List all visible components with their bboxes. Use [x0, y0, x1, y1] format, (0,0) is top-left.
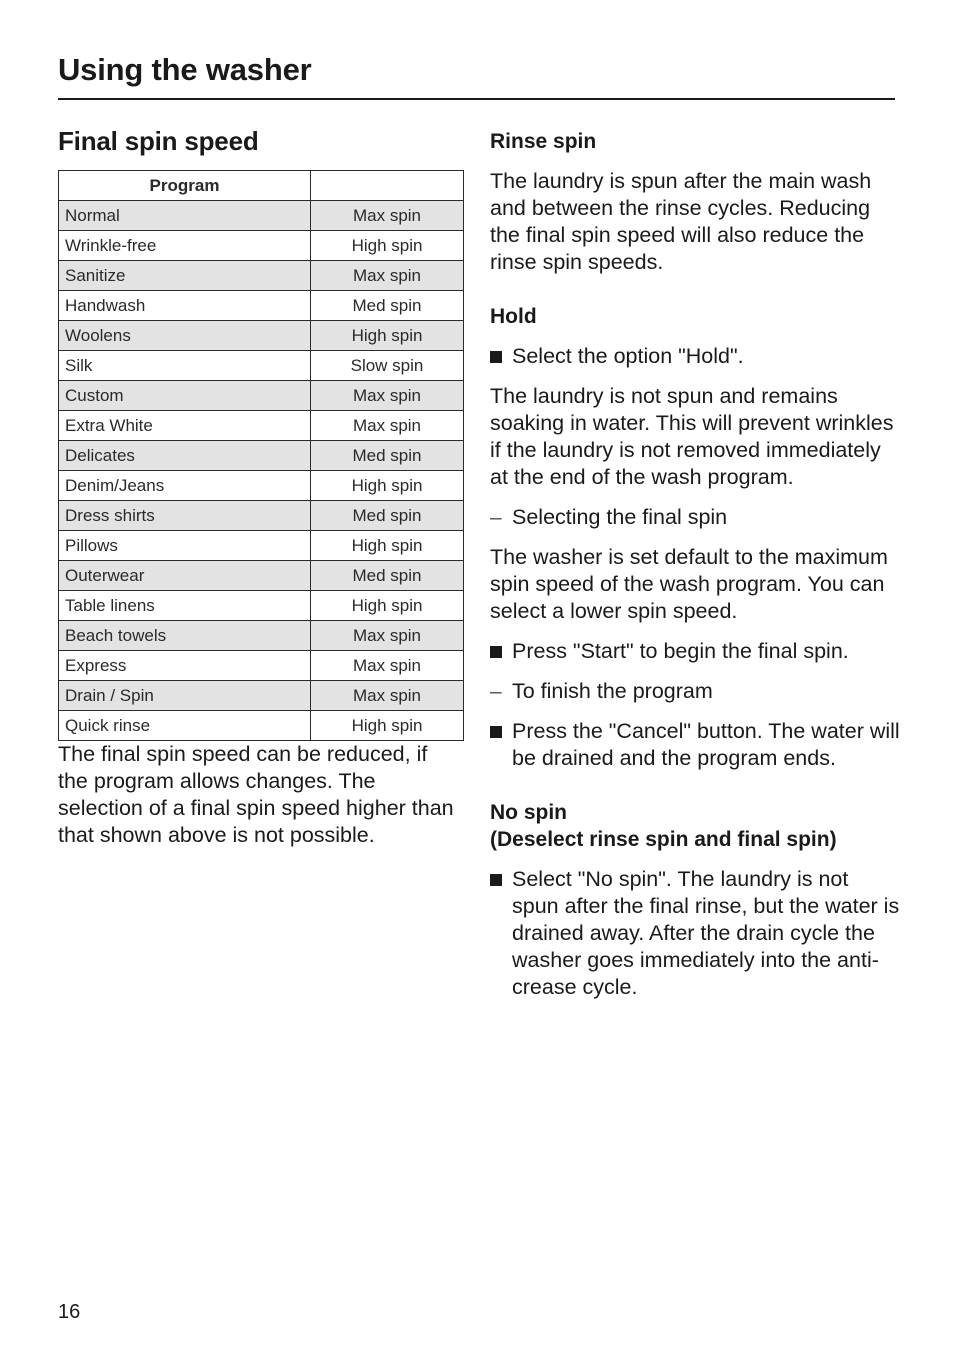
final-spin-note: The final spin speed can be reduced, if the program allows changes. The selection of a final spin speed higher than that shown above is not possible.	[58, 742, 454, 847]
no-spin-heading	[490, 799, 900, 853]
no-spin-bullet	[490, 866, 900, 1001]
program-cell: Sanitize	[59, 261, 311, 291]
table-row	[59, 201, 464, 231]
rinse-spin-text: The laundry is spun after the main wash and between the rinse cycles. Reducing the final spin speed will also reduce the rinse spin speeds.	[490, 169, 872, 274]
table-header-row	[59, 171, 464, 201]
table-header-program: Program	[59, 171, 311, 201]
program-cell: Drain / Spin	[59, 681, 311, 711]
spin-speed-cell: High spin	[311, 231, 464, 261]
dash-item-finish-program	[490, 678, 900, 705]
program-cell: Extra White	[59, 411, 311, 441]
spin-speed-cell: Slow spin	[311, 351, 464, 381]
program-cell: Delicates	[59, 441, 311, 471]
default-spin-paragraph: The washer is set default to the maximum spin speed of the wash program. You can select a lower spin speed.	[490, 545, 888, 623]
spin-speed-cell: Max spin	[311, 381, 464, 411]
table-row	[59, 711, 464, 741]
table-row	[59, 621, 464, 651]
spin-speed-table	[58, 170, 464, 741]
spin-speed-cell: Max spin	[311, 651, 464, 681]
table-row	[59, 681, 464, 711]
table-row	[59, 471, 464, 501]
table-row	[59, 411, 464, 441]
program-cell: Custom	[59, 381, 311, 411]
spin-speed-cell: Max spin	[311, 201, 464, 231]
program-cell: Wrinkle-free	[59, 231, 311, 261]
spin-speed-cell: Med spin	[311, 561, 464, 591]
table-row	[59, 591, 464, 621]
program-cell: Pillows	[59, 531, 311, 561]
spin-speed-cell: High spin	[311, 471, 464, 501]
spin-speed-cell: Max spin	[311, 681, 464, 711]
table-row	[59, 501, 464, 531]
spin-speed-cell: Max spin	[311, 261, 464, 291]
spin-speed-cell: Max spin	[311, 621, 464, 651]
square-bullet-icon	[490, 638, 512, 665]
bullet-text: Press the "Cancel" button. The water will be drained and the program ends.	[512, 719, 900, 770]
program-cell: Express	[59, 651, 311, 681]
right-column	[490, 128, 900, 1001]
spin-speed-cell: High spin	[311, 321, 464, 351]
square-bullet-icon	[490, 718, 512, 772]
table-row	[59, 561, 464, 591]
spin-speed-cell: Med spin	[311, 291, 464, 321]
left-column	[58, 124, 463, 849]
page-number: 16	[58, 1301, 81, 1323]
hold-heading: Hold	[490, 305, 537, 328]
hold-paragraph: The laundry is not spun and remains soaking in water. This will prevent wrinkles if the laundry is not removed immediately at the end of the wash program.	[490, 384, 894, 489]
dash-text: Selecting the final spin	[512, 505, 728, 529]
program-cell: Handwash	[59, 291, 311, 321]
spin-speed-cell: Max spin	[311, 411, 464, 441]
table-row	[59, 261, 464, 291]
page-header	[58, 50, 895, 100]
table-row	[59, 321, 464, 351]
table-row	[59, 441, 464, 471]
table-row	[59, 651, 464, 681]
page-title: Using the washer	[58, 52, 312, 87]
program-cell: Normal	[59, 201, 311, 231]
no-spin-heading-line2: (Deselect rinse spin and final spin)	[490, 828, 837, 851]
program-cell: Outerwear	[59, 561, 311, 591]
table-header-blank	[311, 171, 464, 201]
hold-bullet-start	[490, 638, 900, 665]
spin-speed-cell: High spin	[311, 591, 464, 621]
program-cell: Silk	[59, 351, 311, 381]
table-row	[59, 531, 464, 561]
square-bullet-icon	[490, 343, 512, 370]
dash-text: To finish the program	[512, 679, 713, 703]
table-row	[59, 381, 464, 411]
spin-speed-cell: Med spin	[311, 441, 464, 471]
spin-speed-cell: High spin	[311, 531, 464, 561]
spin-speed-cell: Med spin	[311, 501, 464, 531]
table-row	[59, 351, 464, 381]
table-row	[59, 231, 464, 261]
program-cell: Beach towels	[59, 621, 311, 651]
table-row	[59, 291, 464, 321]
square-bullet-icon	[490, 866, 512, 1001]
rinse-spin-heading: Rinse spin	[490, 130, 597, 153]
dash-item-selecting-final-spin	[490, 504, 900, 531]
program-cell: Woolens	[59, 321, 311, 351]
bullet-text: Select "No spin". The laundry is not spun after the final rinse, but the water is drained away. After the drain cycle the washer goes immediately into the anti-crease cycle.	[512, 867, 900, 999]
table-body	[59, 201, 464, 741]
dash-bullet-icon: –	[490, 680, 502, 703]
spin-speed-cell: High spin	[311, 711, 464, 741]
no-spin-heading-line1: No spin	[490, 801, 567, 824]
hold-bullet-cancel	[490, 718, 900, 772]
program-cell: Quick rinse	[59, 711, 311, 741]
bullet-text: Select the option "Hold".	[512, 344, 744, 368]
program-cell: Dress shirts	[59, 501, 311, 531]
program-cell: Denim/Jeans	[59, 471, 311, 501]
dash-bullet-icon: –	[490, 506, 502, 529]
hold-bullet-select	[490, 343, 900, 370]
section-title-final-spin-speed: Final spin speed	[58, 126, 259, 156]
program-cell: Table linens	[59, 591, 311, 621]
bullet-text: Press "Start" to begin the final spin.	[512, 639, 849, 663]
